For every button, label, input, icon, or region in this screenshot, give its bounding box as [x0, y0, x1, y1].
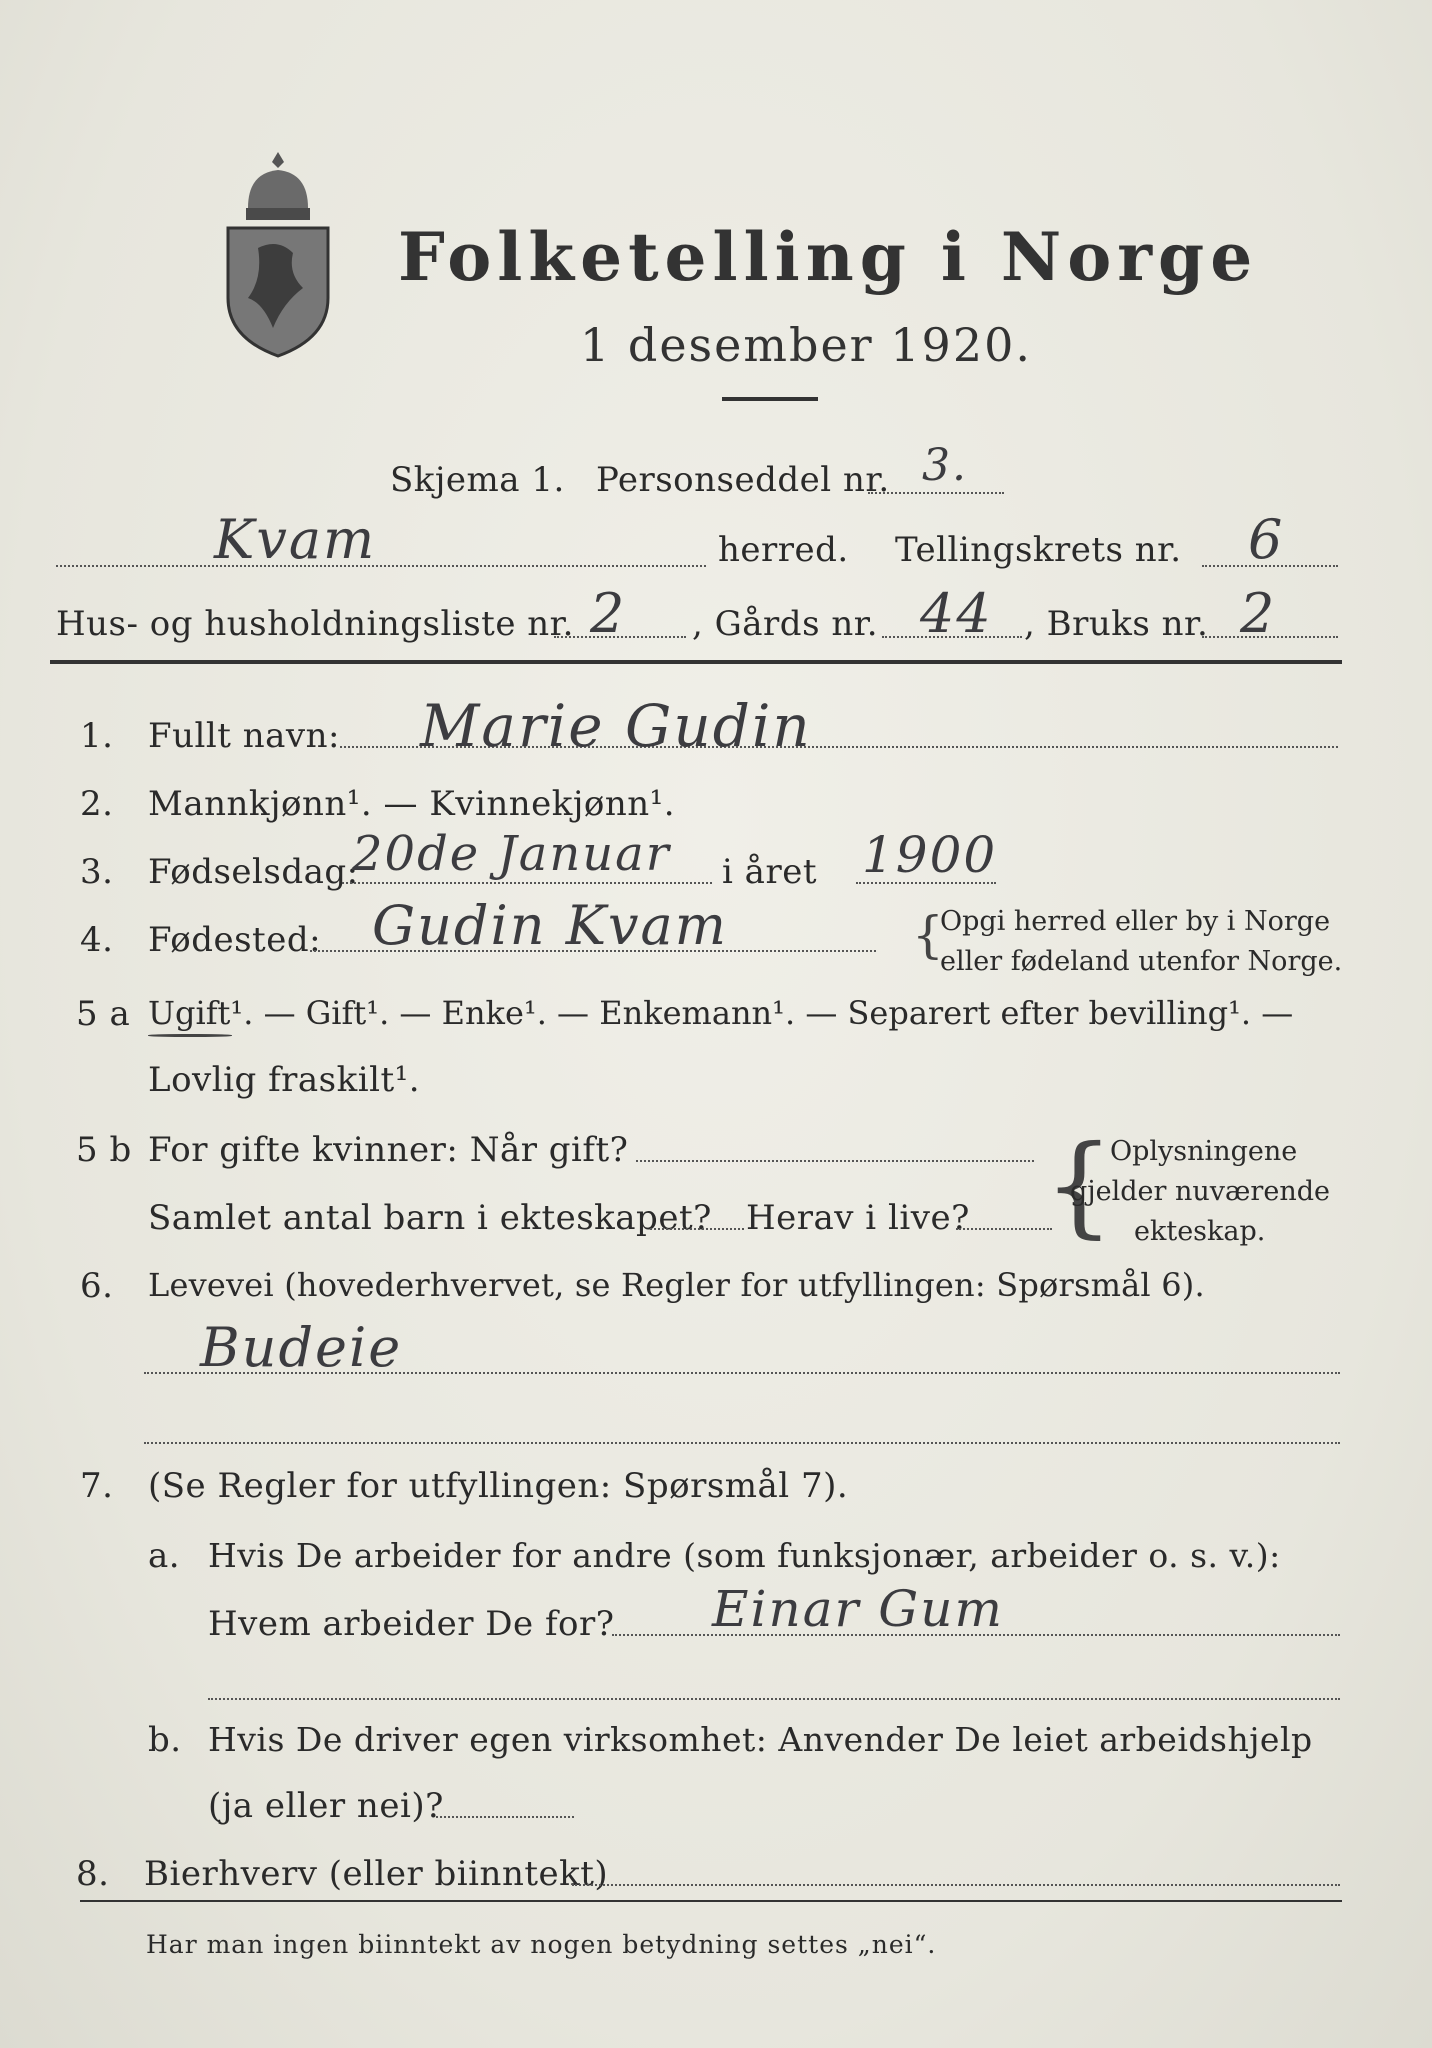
herred-label: herred. [718, 530, 849, 570]
q7b-letter: b. [148, 1720, 182, 1760]
q4-note-line1: Opgi herred eller by i Norge [940, 906, 1331, 937]
title-divider [722, 397, 818, 401]
q2-label: Mannkjønn¹. — Kvinnekjønn¹. [148, 784, 676, 824]
q4-label: Fødested: [148, 920, 322, 960]
q6-number: 6. [80, 1266, 114, 1306]
q7a-value[interactable]: Einar Gum [712, 1580, 1004, 1638]
q6-label: Levevei (hovederhvervet, se Regler for utfyllingen: Spørsmål 6). [148, 1266, 1205, 1304]
q7-label: (Se Regler for utfyllingen: Spørsmål 7). [148, 1466, 849, 1506]
q3-year-value[interactable]: 1900 [862, 826, 998, 884]
q5b-label-line2: Samlet antal barn i ekteskapet? [148, 1198, 712, 1238]
tellingskrets-label: Tellingskrets nr. [895, 530, 1182, 570]
q3-year-label: i året [722, 852, 817, 892]
q7a-line2: Hvem arbeider De for? [208, 1604, 615, 1644]
herred-value[interactable]: Kvam [214, 508, 377, 571]
q5b-note-line2: gjelder nuværende [1070, 1176, 1330, 1207]
q5b-note-line3: ekteskap. [1134, 1216, 1266, 1247]
q3-number: 3. [80, 852, 114, 892]
q3-day-line [342, 882, 712, 884]
section-divider [50, 660, 1342, 664]
q8-line [572, 1884, 1340, 1886]
q5b-herav-line [956, 1228, 1052, 1230]
q5b-gift-line [636, 1160, 1034, 1162]
q5b-note-line1: Oplysningene [1110, 1136, 1298, 1167]
q7b-line2: (ja eller nei)? [208, 1786, 444, 1826]
q7-number: 7. [80, 1466, 114, 1506]
q3-day-value[interactable]: 20de Januar [352, 826, 671, 882]
q6-line2 [144, 1442, 1340, 1444]
gards-label: , Gårds nr. [692, 604, 879, 644]
q6-value[interactable]: Budeie [200, 1316, 403, 1379]
skjema-label: Skjema 1. [390, 460, 565, 500]
q2-number: 2. [80, 784, 114, 824]
q5b-label-line1: For gifte kvinner: Når gift? [148, 1130, 629, 1170]
bruks-label: , Bruks nr. [1024, 604, 1209, 644]
q5b-number: 5 b [76, 1130, 132, 1170]
q4-note-line2: eller fødeland utenfor Norge. [940, 946, 1343, 977]
q8-label: Bierhverv (eller biinntekt) [144, 1854, 609, 1894]
footnote: Har man ingen biinntekt av nogen betydning settes „nei“. [146, 1930, 937, 1959]
q4-value[interactable]: Gudin Kvam [372, 894, 728, 957]
q4-number: 4. [80, 920, 114, 960]
personseddel-label: Personseddel nr. [596, 460, 890, 500]
form-date: 1 desember 1920. [580, 318, 1032, 372]
gards-value[interactable]: 44 [920, 582, 993, 645]
q7a-line1: Hvis De arbeider for andre (som funksjonær, arbeider o. s. v.): [208, 1536, 1281, 1575]
q8-number: 8. [76, 1854, 110, 1894]
bruks-value[interactable]: 2 [1240, 582, 1277, 645]
q7a-extra-line [208, 1698, 1340, 1700]
herred-line [56, 565, 706, 567]
husliste-value[interactable]: 2 [590, 582, 627, 645]
tellingskrets-value[interactable]: 6 [1248, 508, 1285, 571]
q5b-brace: { [1044, 1121, 1114, 1249]
q5a-label-line1: Ugift¹. — Gift¹. — Enke¹. — Enkemann¹. — Separert efter bevilling¹. — [148, 994, 1294, 1032]
q7a-letter: a. [148, 1536, 181, 1576]
q5a-number: 5 a [76, 994, 131, 1034]
q5a-label-line2: Lovlig fraskilt¹. [148, 1060, 421, 1100]
q7b-line [436, 1816, 574, 1818]
q7b-line1: Hvis De driver egen virksomhet: Anvender De leiet arbeidshjelp [208, 1720, 1313, 1759]
form-title: Folketelling i Norge [398, 218, 1259, 296]
personseddel-value[interactable]: 3. [922, 440, 968, 491]
q5b-herav-label: Herav i live? [746, 1198, 970, 1238]
q1-label: Fullt navn: [148, 716, 340, 756]
q4-brace: { [912, 906, 944, 964]
q5a-ugift-underline [148, 1034, 232, 1037]
q1-value[interactable]: Marie Gudin [420, 692, 812, 760]
personseddel-line [868, 492, 1004, 494]
q5b-barn-line [650, 1228, 744, 1230]
q3-label: Fødselsdag: [148, 852, 359, 892]
coat-of-arms-icon [218, 148, 338, 358]
footnote-divider [80, 1900, 1342, 1902]
q1-number: 1. [80, 716, 114, 756]
husliste-label: Hus- og husholdningsliste nr. [56, 604, 574, 644]
